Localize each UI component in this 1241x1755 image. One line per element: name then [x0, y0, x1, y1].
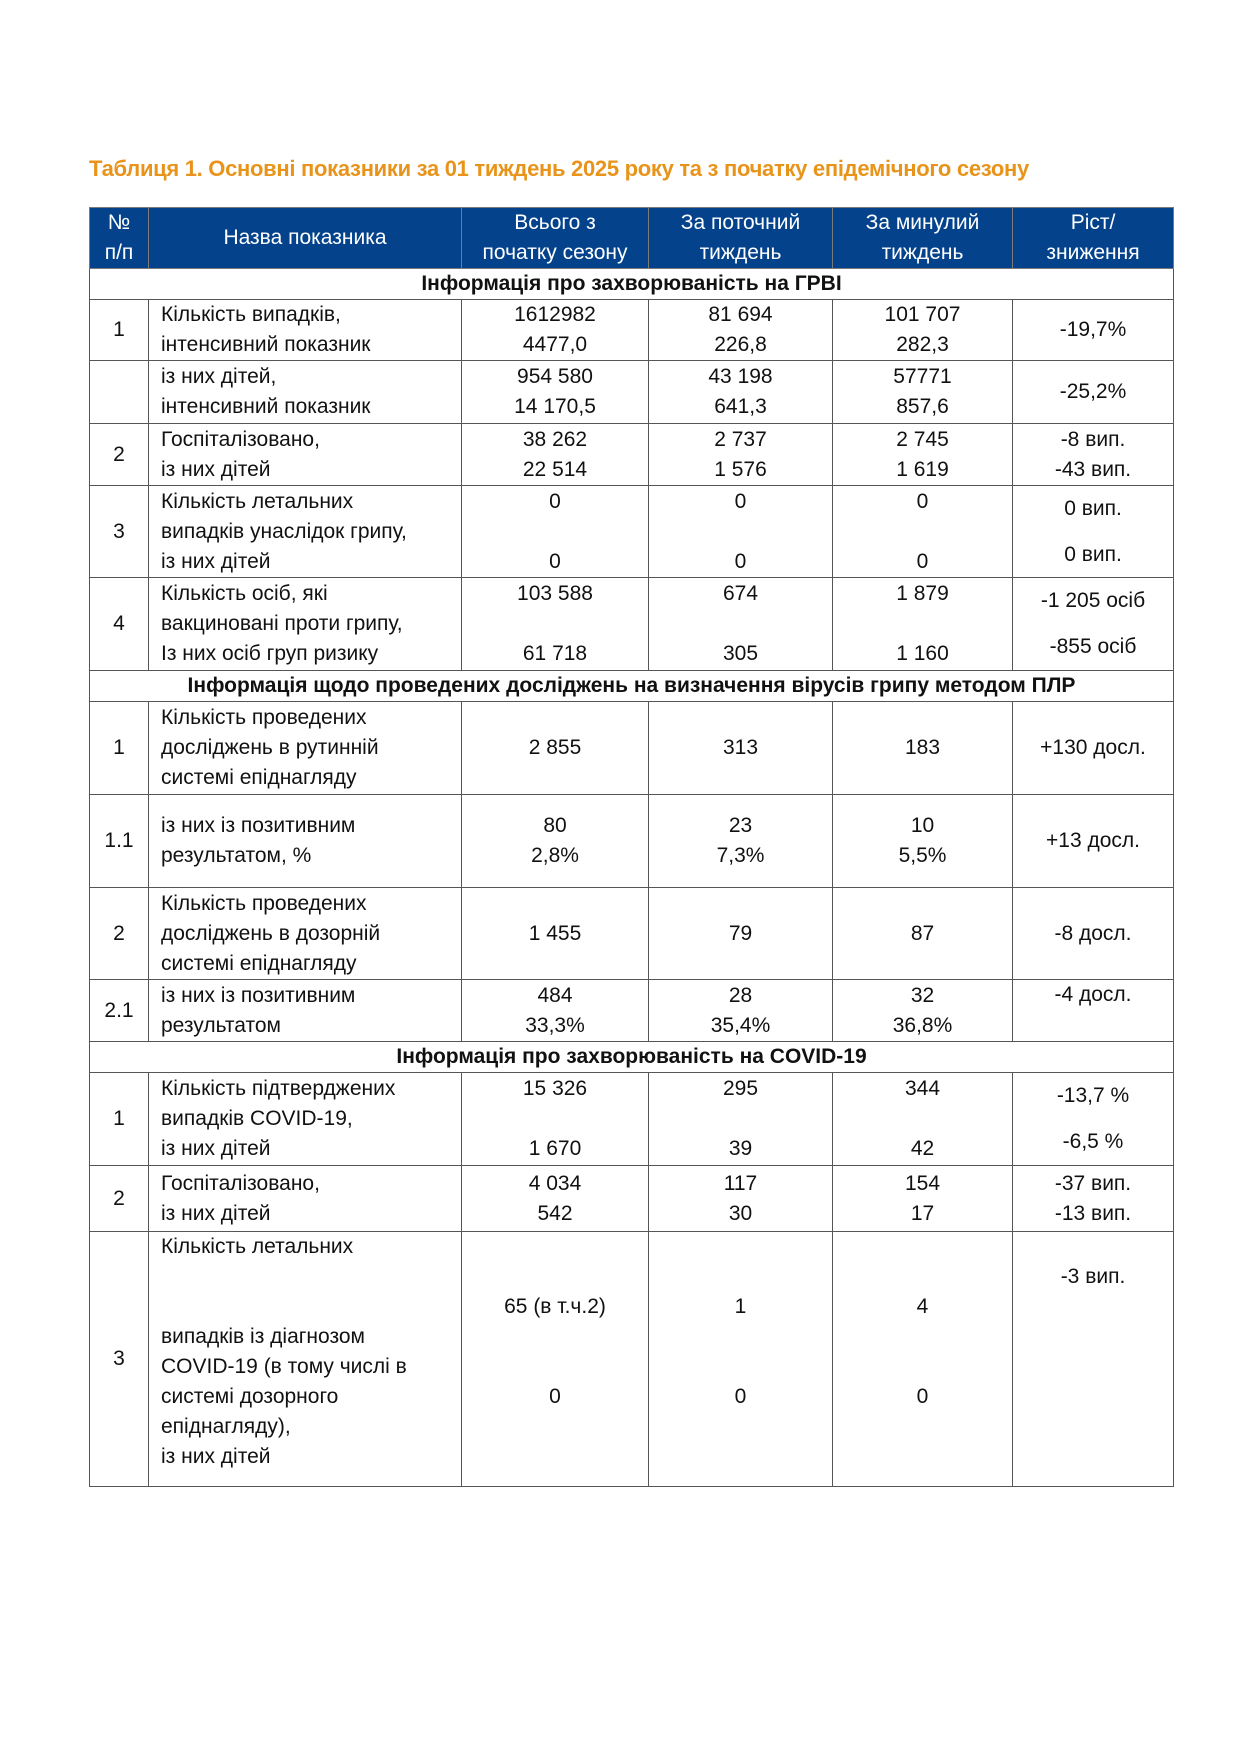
table-row — [90, 1166, 1174, 1232]
indicator-name: Кількість проведених досліджень в рутинній системі епіднагляду — [149, 702, 462, 795]
table-row — [90, 578, 1174, 671]
change-value: -19,7% — [1013, 300, 1174, 361]
row-number: 2 — [90, 424, 149, 486]
row-number: 1 — [90, 300, 149, 361]
current-week-value: 0 0 — [649, 486, 833, 578]
current-week-value: 1 0 — [649, 1232, 833, 1487]
season-total: 954 580 14 170,5 — [462, 361, 649, 424]
table-body — [90, 269, 1174, 1487]
previous-week-value: 57771 857,6 — [833, 361, 1013, 424]
season-total: 80 2,8% — [462, 795, 649, 888]
section-title: Інформація про захворюваність на COVID-19 — [90, 1042, 1174, 1073]
row-number: 1 — [90, 702, 149, 795]
current-week-value: 295 39 — [649, 1073, 833, 1166]
previous-week-value: 32 36,8% — [833, 980, 1013, 1042]
row-number: 1.1 — [90, 795, 149, 888]
table-row — [90, 486, 1174, 578]
section-header-row — [90, 269, 1174, 300]
indicator-name: Госпіталізовано, із них дітей — [149, 424, 462, 486]
table-header-row — [90, 208, 1174, 269]
current-week-value: 79 — [649, 888, 833, 980]
row-number: 2.1 — [90, 980, 149, 1042]
table-row — [90, 888, 1174, 980]
indicator-name: із них дітей, інтенсивний показник — [149, 361, 462, 424]
season-total: 1 455 — [462, 888, 649, 980]
row-number: 3 — [90, 486, 149, 578]
indicator-name: Кількість осіб, які вакциновані проти грипу, Із них осіб груп ризику — [149, 578, 462, 671]
indicator-name: Кількість проведених досліджень в дозорній системі епіднагляду — [149, 888, 462, 980]
change-value: +13 досл. — [1013, 795, 1174, 888]
section-header-row — [90, 671, 1174, 702]
row-number — [90, 361, 149, 424]
previous-week-value: 101 707 282,3 — [833, 300, 1013, 361]
indicators-table — [89, 207, 1174, 1487]
previous-week-value: 344 42 — [833, 1073, 1013, 1166]
indicator-name: Кількість летальних випадків із діагнозом COVID-19 (в тому числі в системі дозорного епіднагляду), із них дітей — [149, 1232, 462, 1487]
table-row — [90, 300, 1174, 361]
table-row — [90, 361, 1174, 424]
previous-week-value: 87 — [833, 888, 1013, 980]
current-week-value: 313 — [649, 702, 833, 795]
season-total: 0 0 — [462, 486, 649, 578]
row-number: 4 — [90, 578, 149, 671]
season-total: 4 034 542 — [462, 1166, 649, 1232]
previous-week-value: 183 — [833, 702, 1013, 795]
season-total: 38 262 22 514 — [462, 424, 649, 486]
current-week-value: 674 305 — [649, 578, 833, 671]
previous-week-value: 0 0 — [833, 486, 1013, 578]
previous-week-value: 1 879 1 160 — [833, 578, 1013, 671]
indicator-name: із них із позитивним результатом — [149, 980, 462, 1042]
table-row — [90, 1073, 1174, 1166]
previous-week-value: 2 745 1 619 — [833, 424, 1013, 486]
season-total: 1612982 4477,0 — [462, 300, 649, 361]
previous-week-value: 4 0 — [833, 1232, 1013, 1487]
table-row — [90, 702, 1174, 795]
change-value: -8 досл. — [1013, 888, 1174, 980]
change-value: 0 вип. 0 вип. — [1013, 486, 1174, 578]
indicator-name: Кількість летальних випадків унаслідок грипу, із них дітей — [149, 486, 462, 578]
section-title: Інформація про захворюваність на ГРВІ — [90, 269, 1174, 300]
header-total: Всього з початку сезону — [462, 208, 649, 269]
current-week-value: 2 737 1 576 — [649, 424, 833, 486]
header-change: Ріст/ зниження — [1013, 208, 1174, 269]
change-value: -13,7 % -6,5 % — [1013, 1073, 1174, 1166]
section-title: Інформація щодо проведених досліджень на визначення вірусів грипу методом ПЛР — [90, 671, 1174, 702]
season-total: 65 (в т.ч.2) 0 — [462, 1232, 649, 1487]
indicator-name: Кількість підтверджених випадків COVID-19, із них дітей — [149, 1073, 462, 1166]
row-number: 2 — [90, 888, 149, 980]
current-week-value: 23 7,3% — [649, 795, 833, 888]
row-number: 1 — [90, 1073, 149, 1166]
header-current-week: За поточний тиждень — [649, 208, 833, 269]
change-value: -1 205 осіб -855 осіб — [1013, 578, 1174, 671]
header-previous-week: За минулий тиждень — [833, 208, 1013, 269]
table-row — [90, 980, 1174, 1042]
previous-week-value: 10 5,5% — [833, 795, 1013, 888]
change-value: -37 вип. -13 вип. — [1013, 1166, 1174, 1232]
table-row — [90, 424, 1174, 486]
indicator-name: Госпіталізовано, із них дітей — [149, 1166, 462, 1232]
row-number: 3 — [90, 1232, 149, 1487]
table-title: Таблиця 1. Основні показники за 01 тиждень 2025 року та з початку епідемічного сезону — [89, 156, 1029, 181]
previous-week-value: 154 17 — [833, 1166, 1013, 1232]
table-row — [90, 1232, 1174, 1487]
season-total: 484 33,3% — [462, 980, 649, 1042]
season-total: 2 855 — [462, 702, 649, 795]
current-week-value: 117 30 — [649, 1166, 833, 1232]
row-number: 2 — [90, 1166, 149, 1232]
current-week-value: 81 694 226,8 — [649, 300, 833, 361]
change-value: -4 досл. — [1013, 980, 1174, 1042]
table-row — [90, 795, 1174, 888]
indicator-name: Кількість випадків, інтенсивний показник — [149, 300, 462, 361]
indicator-name: із них із позитивним результатом, % — [149, 795, 462, 888]
header-number: № п/п — [90, 208, 149, 269]
header-name: Назва показника — [149, 208, 462, 269]
section-header-row — [90, 1042, 1174, 1073]
current-week-value: 28 35,4% — [649, 980, 833, 1042]
change-value: -8 вип. -43 вип. — [1013, 424, 1174, 486]
change-value: +130 досл. — [1013, 702, 1174, 795]
current-week-value: 43 198 641,3 — [649, 361, 833, 424]
season-total: 15 326 1 670 — [462, 1073, 649, 1166]
change-value: -3 вип. — [1013, 1232, 1174, 1487]
season-total: 103 588 61 718 — [462, 578, 649, 671]
change-value: -25,2% — [1013, 361, 1174, 424]
